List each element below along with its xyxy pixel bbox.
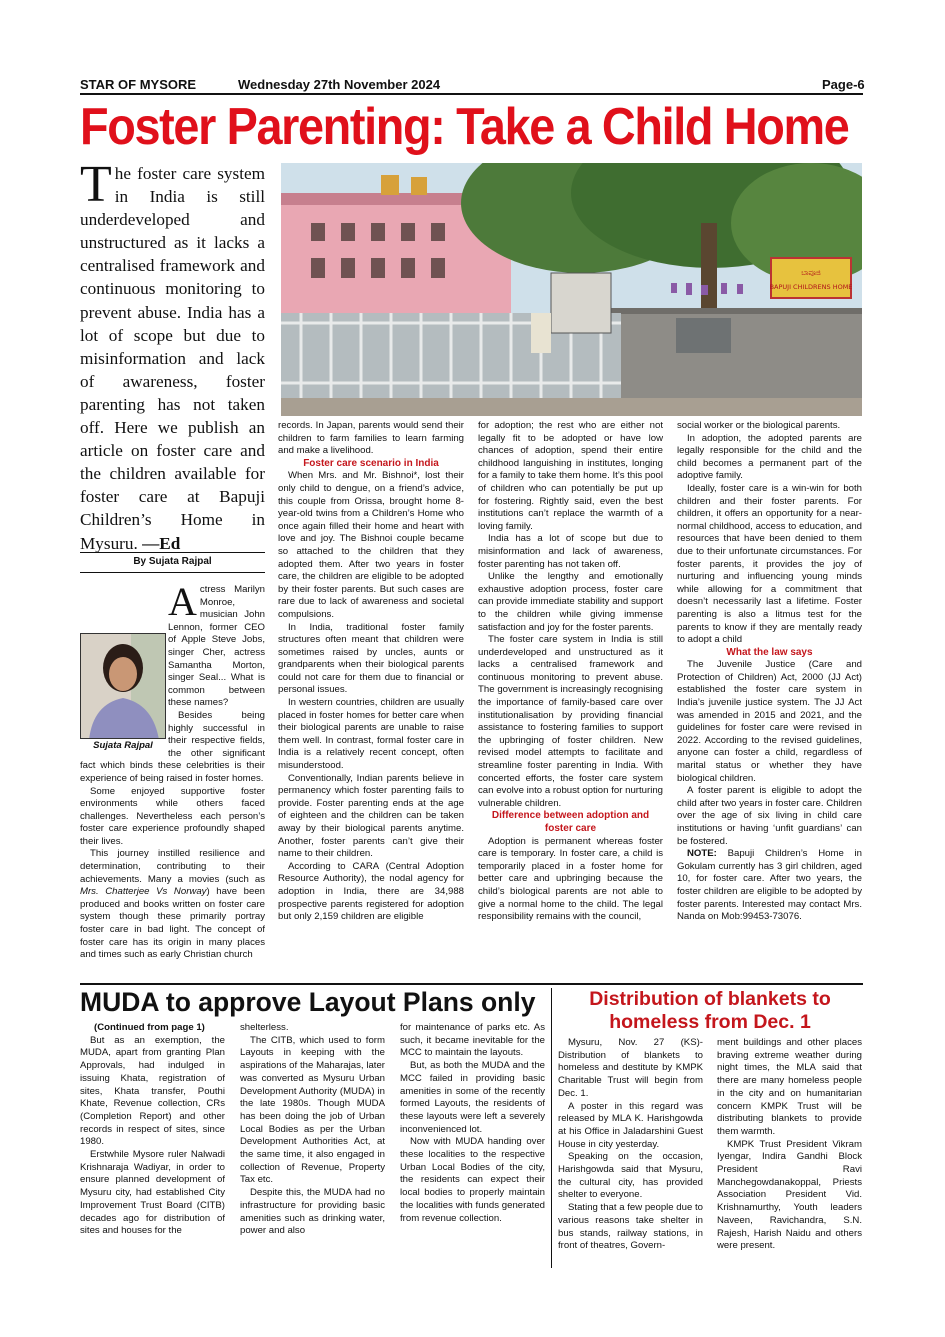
col2-paragraph: According to CARA (Central Adoption Resource Authority), the nodal agency for adoption in India, there are 34,988 prospective parents registered for adoption but only 2,159 children are eligible xyxy=(278,860,464,923)
muda-paragraph: Now with MUDA handing over these localities to the respective Urban Local Bodies of the city, the residents can expect their local bodies to properly maintain the localities with funds generated from revenue collection. xyxy=(400,1136,545,1224)
feature-column-2 xyxy=(278,420,464,982)
continued-note: (Continued from page 1) xyxy=(94,1022,205,1033)
muda-paragraph: Despite this, the MUDA had no infrastructure for providing basic amenities such as drinking water, power and also xyxy=(240,1187,385,1237)
note-label: NOTE: xyxy=(687,848,717,860)
col1-p4-text-end: ) have been produced and books written on foster care system though these primarily portray foster care in bad light. The concept of foster care has its origin in many places and times such as early Christian church xyxy=(80,886,265,961)
col3-paragraph: The foster care system in India is still underdeveloped and unstructured as it lacks a centralised framework and continuous monitoring to prevent abuse. The government is increasingly recognising the importance of family-based care over institutionalisation by providing financial assistance to fostering families to support the upbringing of foster children. New revised model attempts to facilitate and streamline foster parenting in India. With concerted efforts, the foster care system can evolve into a robust option for nurturing vulnerable children. xyxy=(478,634,663,809)
col2-paragraph: Conventionally, Indian parents believe in permanency which foster parenting fails to provide. Foster parenting ends at the age of eighteen and the children can be taken away by their biological parents anytime. Another, foster parents can’t give their name to their children. xyxy=(278,772,464,860)
feature-column-4 xyxy=(677,420,862,982)
bapuji-home-photo xyxy=(281,163,862,416)
blankets-column-1 xyxy=(558,1037,703,1267)
col1-paragraph: Some enjoyed supportive foster environments while others faced challenges. Nevertheless each person’s foster care experience profoundly shaped their lives. xyxy=(80,785,265,847)
muda-paragraph: But as an exemption, the MUDA, apart from granting Plan Approvals, had indulged in issuing Khata, registration of sites, Khata transfer, Pouthi Khate, Revenue collection, CRs (Completion Report) and other records in respect of sites, since 1980. xyxy=(80,1034,225,1148)
intro-blurb xyxy=(80,156,265,555)
subhead-scenario: Foster care scenario in India xyxy=(303,457,439,469)
muda-column-1 xyxy=(80,1022,225,1267)
col3-paragraph: India has a lot of scope but due to misinformation and lack of awareness, foster parenting has not taken off. xyxy=(478,533,663,570)
blankets-paragraph: KMPK Trust President Vikram Iyengar, Indira Gandhi Block President Ravi Manchegowdanakoppal, Priests Association President Vid. Krishnamurthy, Youth leaders Naveen, Ravichandra, S.N. Rajesh, Harish Naidu and others were present. xyxy=(717,1138,862,1252)
subhead-difference: Difference between adoption and foster care xyxy=(491,810,650,834)
blankets-column-2 xyxy=(717,1037,862,1267)
blankets-paragraph: Mysuru, Nov. 27 (KS)- Distribution of blankets to homeless and destitute by KMPK Charitable Trust will begin from Dec. 1. xyxy=(558,1037,703,1099)
photo-sign-text: BAPUJI CHILDRENS HOME xyxy=(769,283,853,291)
byline-rule-top xyxy=(80,552,265,553)
paper-name: STAR OF MYSORE xyxy=(80,77,197,92)
col4-paragraph: In adoption, the adopted parents are legally responsible for the child and the child becomes a permanent part of the adoptive family. xyxy=(677,432,862,482)
issue-date: Wednesday 27th November 2024 xyxy=(238,77,441,92)
col2-paragraph: In India, traditional foster family structures often meant that children were sometimes raised by uncles, aunts or grandparents when their biological parents could not care for them due to financial or personal issues. xyxy=(278,621,464,696)
photo-float-spacer xyxy=(80,584,168,758)
editor-sign: —Ed xyxy=(142,533,181,553)
note-text: Bapuji Children’s Home in Gokulam currently has 3 girl children, aged 10, for foster care. After two years, the foster children are eligible to be adopted by foster parents. Interested may contact Mrs. Nanda on Mob:99453-73076. xyxy=(677,848,862,923)
muda-paragraph: But, as both the MUDA and the MCC failed in providing basic amenities in some of the recently formed Layouts, the residents of these layouts were left a severely inconvenienced lot. xyxy=(400,1060,545,1135)
muda-paragraph: for maintenance of parks etc. As such, it became inevitable for the MCC to maintain the layouts. xyxy=(400,1022,545,1059)
col2-paragraph: In western countries, children are usually placed in foster homes for better care when their biological parents are unable to raise them well. In contrast, formal foster care in India is a relatively recent concept, often misunderstood. xyxy=(278,697,464,772)
author-caption: Sujata Rajpal xyxy=(80,738,166,752)
col4-paragraph: Ideally, foster care is a win-win for both children and their foster parents. For children, it offers an opportunity for a near-normal childhood, access to education, and resources that have been denied to them due to their unfortunate circumstances. For foster parents, it provides the joy of nurturing and influencing young minds while allowing for a commitment that doesn’t necessarily last a lifetime. Foster parenting is also a litmus test for the parents to know if they are mentally ready to adopt a child xyxy=(677,482,862,646)
feature-title: Foster Parenting: Take a Child Home xyxy=(80,98,849,156)
muda-paragraph: shelterless. xyxy=(240,1022,289,1033)
col1-lead-text: ctress Marilyn Monroe, musician John Lennon, former CEO of Apple Steve Jobs, singer Cher, actress Samantha Morton, singer Seal... What is common between these names? xyxy=(168,584,265,709)
col1-paragraph: Besides being highly successful in their respective fields, the other significant fact which binds these celebrities is their experience of being raised in foster homes. xyxy=(80,709,265,784)
blankets-paragraph: Speaking on the occasion, Harishgowda said that Mysuru, the cultural city, has provided shelter to everyone. xyxy=(558,1151,703,1201)
col1-p4-text: This journey instilled resilience and determination, contributing to their achievements. Many a movies (such as xyxy=(80,848,265,885)
intro-drop-cap: T xyxy=(80,156,112,213)
muda-column-2 xyxy=(240,1022,385,1267)
col3-paragraph: for adoption; the rest who are either not legally fit to be adopted or have low chances of adoption, spend their entire childhood languishing in institutes, longing for a family to take them home. It’s this pool of children who can potentially be put up for fostering. Rightly said, even the best institutions can’t replace the warmth of a loving family. xyxy=(478,420,663,532)
svg-text:ಬಾಪೂಜಿ: ಬಾಪೂಜಿ xyxy=(801,269,821,277)
subhead-law: What the law says xyxy=(726,646,813,658)
byline: By Sujata Rajpal xyxy=(133,556,212,567)
muda-paragraph: Erstwhile Mysore ruler Nalwadi Krishnaraja Wadiyar, in order to ensure planned development of Mysuru city, had established City Improvement Trust Board (CITB) decades ago for distribution of sites and houses for the xyxy=(80,1149,225,1237)
intro-text: he foster care system in India is still underdeveloped and unstructured as it lacks a centralised framework and continuous monitoring to prevent abuse. India has a lot of scope but due to misinformation and lack of awareness, foster parenting has not taken off. Here we publish an article on foster care and the children available for foster care at Bapuji Children’s Home in Mysuru. xyxy=(80,164,265,553)
col1-drop-cap: A xyxy=(168,584,197,624)
col4-note xyxy=(677,848,862,924)
col3-paragraph: Adoption is permanent whereas foster care is temporary. In foster care, a child is temporarily placed in a foster home for better care and upbringing because the child’s biological parents are not able to give a normal home to the child. The legal responsibility remains with the council, xyxy=(478,835,663,923)
story-divider xyxy=(551,988,552,1268)
col2-paragraph: records. In Japan, parents would send their children to farm families to learn farming and make a livelihood. xyxy=(278,420,464,457)
muda-column-3 xyxy=(400,1022,545,1267)
blankets-paragraph: Stating that a few people due to various reasons take shelter in bus stands, railway stations, in front of theatres, Govern- xyxy=(558,1202,703,1252)
col4-paragraph: social worker or the biological parents. xyxy=(677,420,841,431)
feature-column-1 xyxy=(80,584,265,982)
feature-column-3 xyxy=(478,420,663,982)
col3-paragraph: Unlike the lengthy and emotionally exhaustive adoption process, foster care can provide immediate stability and support to the children while giving immense satisfaction and joy for the foster parents. xyxy=(478,571,663,633)
muda-headline: MUDA to approve Layout Plans only xyxy=(80,987,536,1017)
col2-paragraph: When Mrs. and Mr. Bishnoi*, lost their only child to dengue, on a friend’s advice, this couple from Orissa, brought home 8- year-old twins from a Children’s Home who once again filled their home and heart with love and joy. The Bishnoi couple became so attached to the children that they adopted them. After two years in foster care, the children are eligible to be adopted by their foster parents. But such cases are rare due to lack of awareness and societal compulsions. xyxy=(278,470,464,620)
blankets-paragraph: A poster in this regard was released by MLA K. Harishgowda at his Office in Jaladarshini Guest House in city yesterday. xyxy=(558,1100,703,1150)
blankets-headline: Distribution of blankets to homeless from Dec. 1 xyxy=(589,988,831,1033)
page-number: Page-6 xyxy=(822,77,865,92)
col4-paragraph: The Juvenile Justice (Care and Protection of Children) Act, 2000 (JJ Act) established the foster care system in India’s juvenile justice system. The JJ Act was amended in 2015 and 2021, and the guidelines for foster care were revised in 2022. According to the revised guidelines, anyone can foster a child, regardless of marital status or whether they have biological children. xyxy=(677,659,862,784)
photo-illustration xyxy=(281,163,862,416)
col4-paragraph: A foster parent is eligible to adopt the child after two years in foster care. Children over the age of six living in child care institutions or having ‘unfit guardians’ can be fostered. xyxy=(677,785,862,847)
blankets-paragraph: ment buildings and other places braving extreme weather during night times, the MLA said that there are many homeless people in the city and on humanitarian concern KMPK Trust will be distributing blankets to provide them warmth. xyxy=(717,1037,862,1137)
byline-rule-bottom xyxy=(80,572,265,573)
muda-paragraph: The CITB, which used to form Layouts in keeping with the aspirations of the Maharajas, later was converted as Mysuru Urban Development Authority (MUDA) in the late 1980s. Though MUDA has been doing the job of Urban Local Bodies as per the Urban Development Authorities Act, at the same time, it also engaged in collection of Revenue, Property Tax etc. xyxy=(240,1034,385,1186)
col1-paragraph xyxy=(80,848,265,961)
movie-title: Mrs. Chatterjee Vs Norway xyxy=(80,886,207,898)
